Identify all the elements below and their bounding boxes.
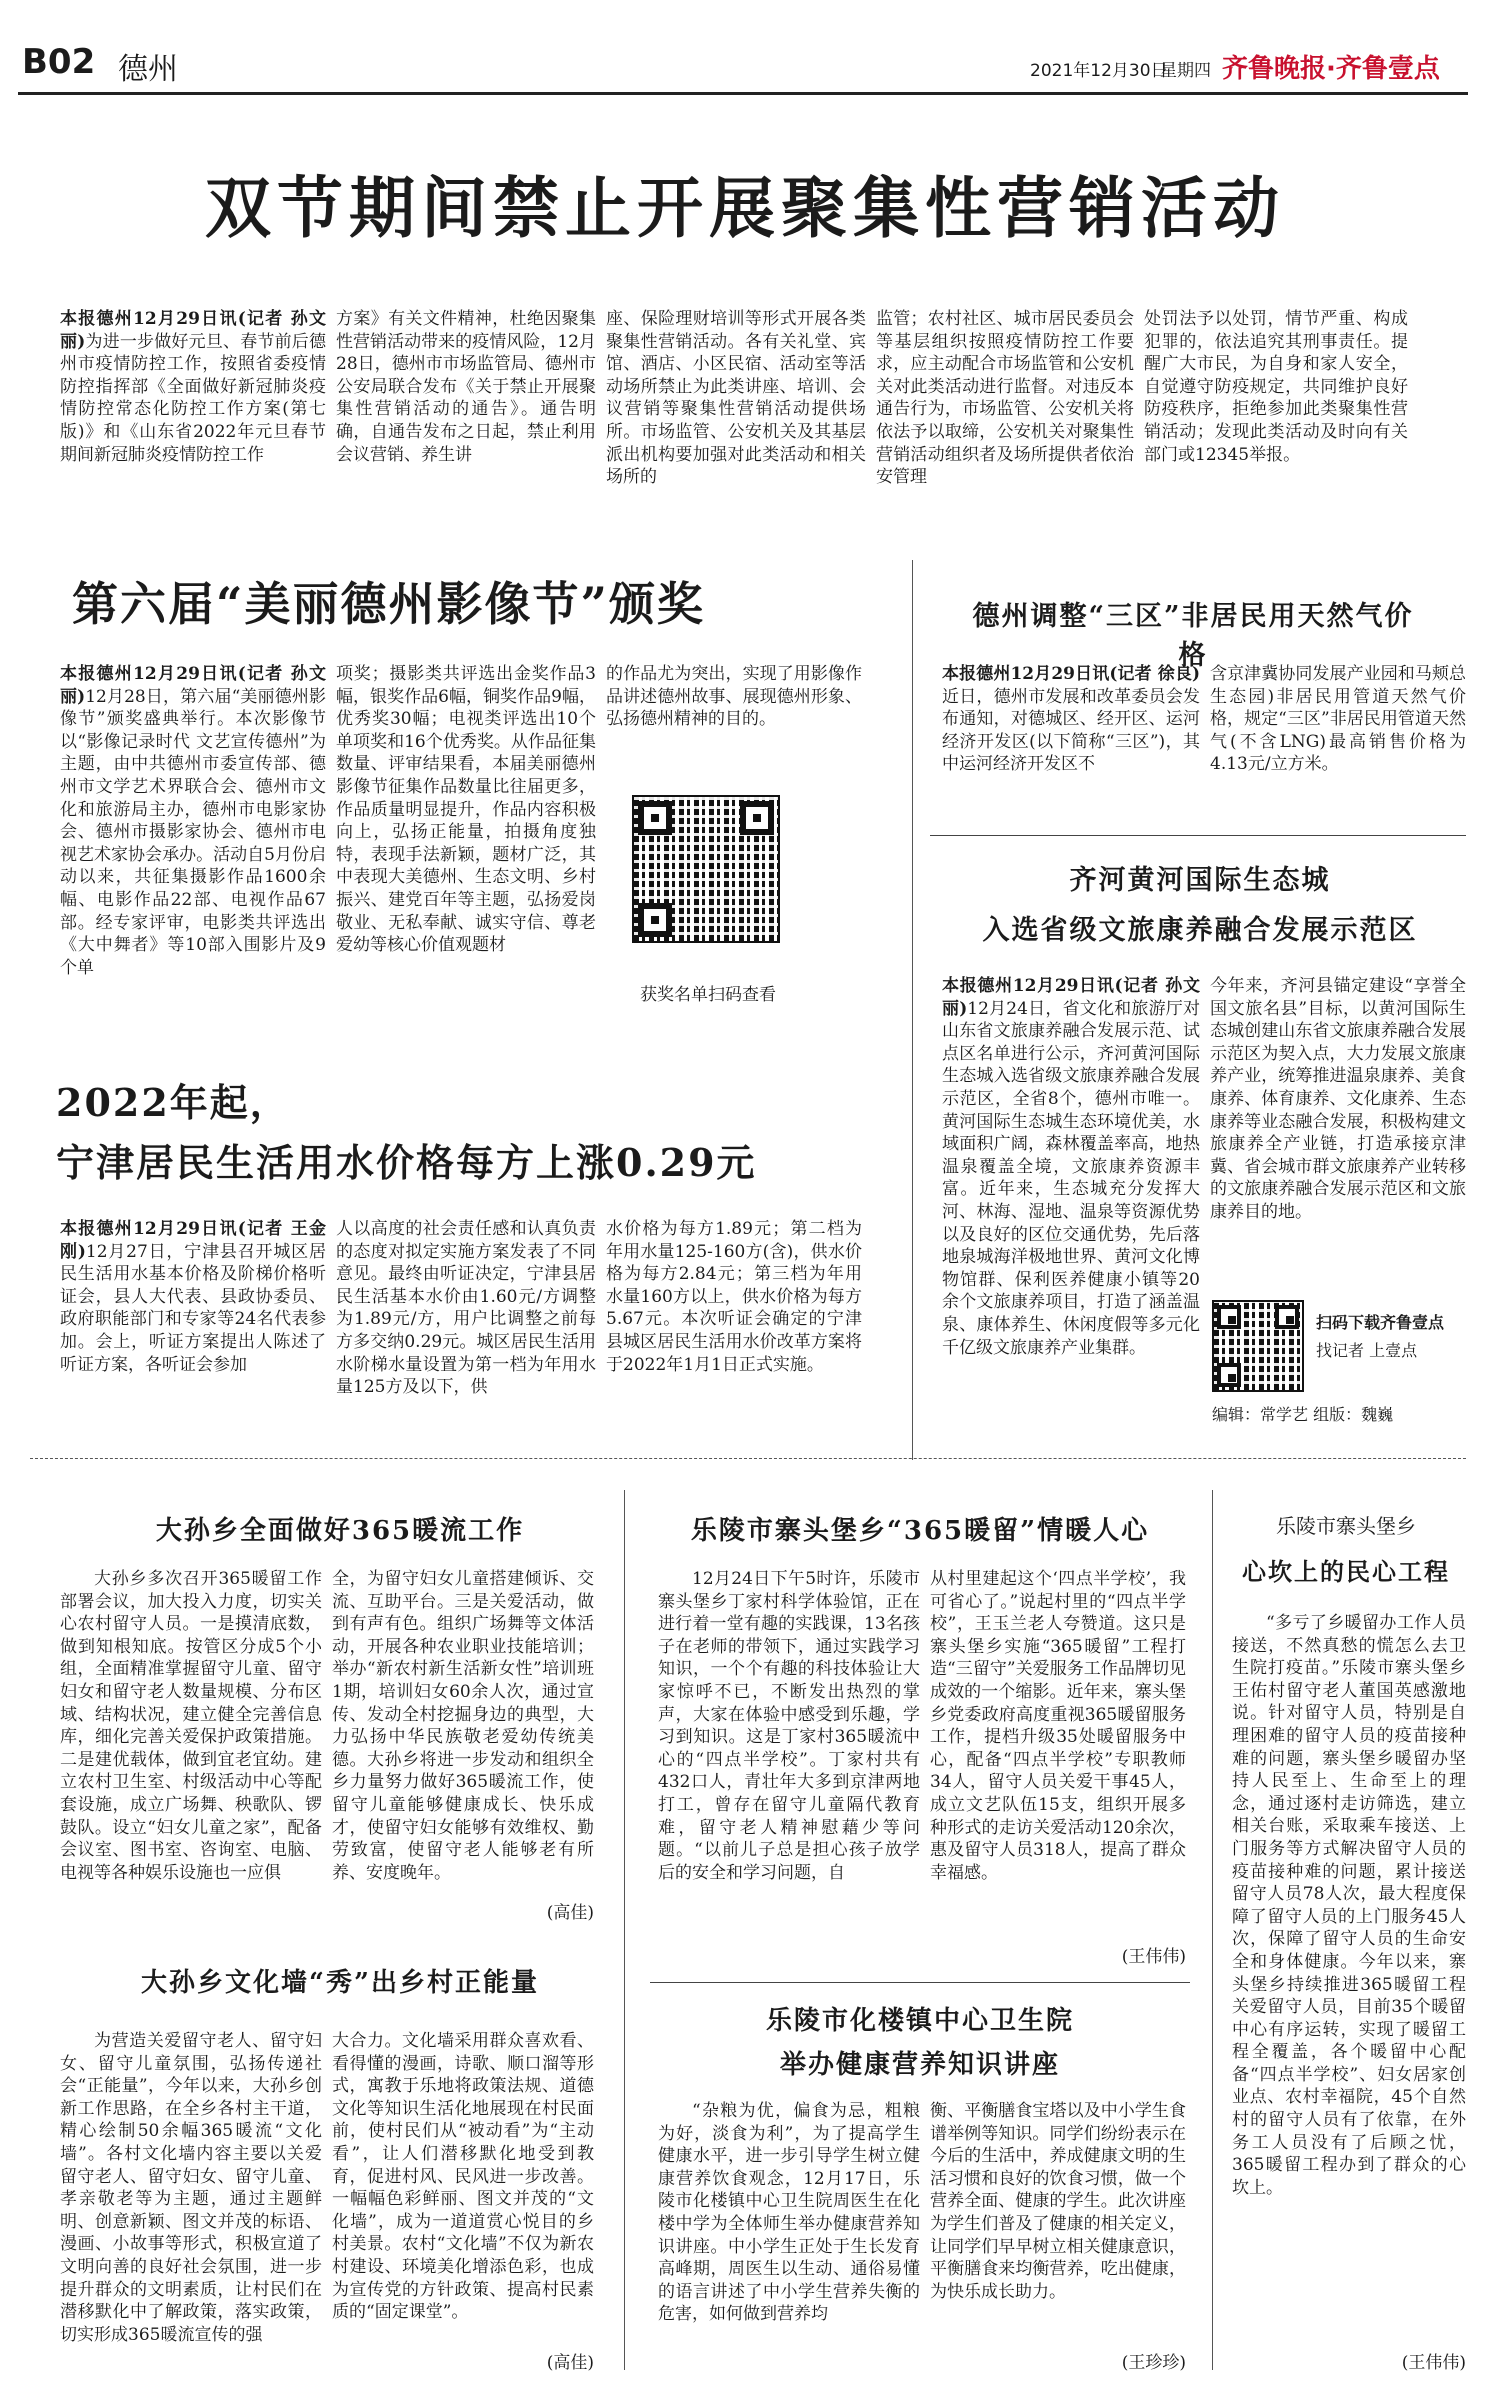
a3-divider <box>930 835 1466 836</box>
a1-col-1 <box>60 308 326 518</box>
a5-title-1: 2022年起， <box>56 1080 290 1125</box>
a2-qr-code[interactable] <box>632 795 780 943</box>
a4-title-1: 齐河黄河国际生态城 <box>1069 865 1331 896</box>
a2-qr-caption: 获奖名单扫码查看 <box>640 985 776 1005</box>
a6-text-2: 全，为留守妇女儿童搭建倾诉、交流、互助平台。三是关爱活动，做到有声有色。组织广场舞等文体活动，开展各种农业职业技能培训；举办“新农村新生活新女性”培训班1期，培训妇女60余人次，通过宣传、发动全村挖掘身边的典型，大力弘扬中华民族敬老爱幼传统美德。大孙乡将进一步发动和组织全乡力量努力做好365暖流工作，使留守儿童能够健康成长、快乐成才，使留守妇女能够有效维权、勤劳致富，使留守老人能够老有所养、安度晚年。 <box>332 1569 594 1883</box>
a7-col-1 <box>60 2030 322 2375</box>
a2-text-1: 12月28日，第六届“美丽德州影像节”颁奖盛典举行。本次影像节以“影像记录时代 文艺宣传德州”为主题，由中共德州市委宣传部、德州市文学艺术界联合会、德州市文化和旅游局主办，德州市电影家协会、德州市摄影家协会、德州市电视艺术家协会承办。活动自5月份启动以来，共征集摄影作品1600余幅、电影作品22部、电视作品67部。经专家评审，电影类共评选出《大中舞者》等10部入围影片及9个单 <box>60 686 326 978</box>
a9-text-1: “杂粮为优，偏食为忌，粗粮为好，淡食为利”，为了提高学生健康水平，进一步引导学生树立健康营养饮食观念，12月17日，乐陵市化楼镇中心卫生院周医生在化楼中学为全体师生举办健康营养知识讲座。中小学生正处于生长发育高峰期，周医生以生动、通俗易懂的语言讲述了中小学生营养失衡的危害，如何做到营养均 <box>658 2101 920 2325</box>
a5-col-1 <box>60 1218 326 1438</box>
a10-text: “多亏了乡暖留办工作人员接送，不然真愁的慌怎么去卫生院打疫苗。”乐陵市寨头堡乡王佑村留守老人董国英感激地说。针对留守人员，特别是自理困难的留守人员的疫苗接种难的问题，寨头堡乡暖留办坚持人民至上、生命至上的理念，通过逐村走访筛选，建立相关台账，采取乘车接送、上门服务等方式解决留守人员的疫苗接种难的问题，累计接送留守人员78人次，最大程度保障了留守人员的上门服务45人次，保障了留守人员的生命安全和身体健康。今年以来，寨头堡乡持续推进365暖留工程关爱留守人员，目前35个暖留中心有序运转，实现了暖留工程全覆盖，各个暖留中心配备“四点半学校”、妇女居家创业点、农村幸福院，45个自然村的留守人员有了依靠，在外务工人员没有了后顾之忧，365暖留工程办到了群众的心坎上。 <box>1232 1613 1466 2198</box>
a3-title: 德州调整“三区”非居民用天然气价格 <box>972 601 1414 671</box>
issue-weekday: 星期四 <box>1160 61 1211 81</box>
a1-col-4 <box>876 308 1134 518</box>
a10-author: (王伟伟) <box>1401 2353 1466 2373</box>
a5-text-2: 人以高度的社会责任感和认真负责的态度对拟定实施方案发表了不同意见。最终由听证决定，宁津县居民生活基本水价由1.60元/方调整为1.89元/方，用户比调整之前每方多交纳0.29元。城区居民生活用水阶梯水量设置为第一档为年用水量125方及以下，供 <box>336 1219 596 1398</box>
page-code: B02 <box>22 42 96 82</box>
a2-lead: 本报德州12月29日讯(记者 孙文丽) <box>60 664 326 707</box>
a1-text-3: 座、保险理财培训等形式开展各类聚集性营销活动。各有关礼堂、宾馆、酒店、小区民宿、活动室等活动场所禁止为此类讲座、培训、会议营销等聚集性营销活动提供场所。市场监管、公安机关及其基层派出机构要加强对此类活动和相关场所的 <box>606 309 866 488</box>
a2-text-2: 项奖；摄影类共评选出金奖作品3幅，银奖作品6幅，铜奖作品9幅，优秀奖30幅；电视类评选出10个单项奖和16个优秀奖。从作品征集数量、评审结果看，本届美丽德州影像节征集作品数量比往届更多，作品质量明显提升，作品内容积极向上，弘扬正能量，拍摄角度独特，表现手法新颖，题材广泛，其中表现大美德州、生态文明、乡村振兴、建党百年等主题，弘扬爱岗敬业、无私奉献、诚实守信、尊老爱幼等核心价值观题材 <box>336 664 596 956</box>
a9-author: (王珍珍) <box>1121 2353 1186 2373</box>
a1-text-4: 监管；农村社区、城市居民委员会等基层组织按照疫情防控工作要求，应主动配合市场监管和公安机关对此类活动进行监督。对违反本通告行为，市场监管、公安机关将依法予以取缔，公安机关对聚集性营销活动组织者及场所提供者依治安管理 <box>876 309 1134 488</box>
a6-author: (高佳) <box>546 1903 594 1923</box>
newspaper-logo[interactable]: 齐鲁晚报·齐鲁壹点 <box>1222 54 1440 84</box>
a2-text-3: 的作品尤为突出，实现了用影像作品讲述德州故事、展现德州形象、弘扬德州精神的目的。 <box>606 664 862 730</box>
a1-lead: 本报德州12月29日讯(记者 孙文丽) <box>60 309 326 352</box>
a10-title-2: 心坎上的民心工程 <box>1242 1557 1450 1586</box>
a8-title: 乐陵市寨头堡乡“365暖留”情暖人心 <box>690 1516 1150 1546</box>
a6-text-1: 大孙乡多次召开365暖留工作部署会议，加大投入力度，切实关心农村留守人员。一是摸清底数，做到知根知底。按管区分成5个小组，全面精准掌握留守儿童、留守妇女和留守老人数量规模、分布区域、结构状况，建立健全完善信息库，细化完善关爱保护政策措施。二是建优载体，做到宜老宜幼。建立农村卫生室、村级活动中心等配套设施，成立广场舞、秧歌队、锣鼓队。设立“妇女儿童之家”，配备会议室、图书室、咨询室、电脑、电视等各种娱乐设施也一应俱 <box>60 1569 322 1883</box>
a5-col-2 <box>336 1218 596 1438</box>
a6-col-2 <box>332 1568 594 1898</box>
a3-text-1: 近日，德州市发展和改革委员会发布通知，对德城区、经开区、运河经济开发区(以下简称“三区”)，其中运河经济开发区不 <box>942 686 1200 775</box>
a4-qr-caption-2: 找记者 上壹点 <box>1316 1341 1418 1360</box>
a2-col-3 <box>606 663 862 773</box>
a8-text-1: 12月24日下午5时许，乐陵市寨头堡乡丁家村科学体验馆，正在进行着一堂有趣的实践课，13名孩子在老师的带领下，通过实践学习知识，一个个有趣的科技体验让大家惊呼不已，不断发出热烈的掌声，大家在体验中感受到乐趣，学习到知识。这是丁家村365暖流中心的“四点半学校”。丁家村共有432口人，青壮年大多到京津两地打工，曾存在留守儿童隔代教育难，留守老人精神慰藉少等问题。“以前儿子总是担心孩子放学后的安全和学习问题，自 <box>658 1569 920 1883</box>
a9-title-1: 乐陵市化楼镇中心卫生院 <box>765 2006 1074 2036</box>
issue-date: 2021年12月30日 <box>1030 61 1168 81</box>
a7-title: 大孙乡文化墙“秀”出乡村正能量 <box>141 1968 539 1998</box>
a4-title-2: 入选省级文旅康养融合发展示范区 <box>982 915 1418 946</box>
section-city: 德州 <box>118 52 178 87</box>
bottom-divider-1 <box>624 1490 625 2370</box>
a8-author: (王伟伟) <box>1121 1947 1186 1967</box>
a2-col-2 <box>336 663 596 1023</box>
a7-text-2: 大合力。文化墙采用群众喜欢看、看得懂的漫画，诗歌、顺口溜等形式，寓教于乐地将政策法规、道德文化等知识生活化地展现在村民面前，使村民们从“被动看”为“主动看”，让人们潜移默化地受到教育，促进村风、民风进一步改善。一幅幅色彩鲜丽、图文并茂的“文化墙”，成为一道道赏心悦目的乡村美景。农村“文化墙”不仅为新农村建设、环境美化增添色彩，也成为宣传党的方针政策、提高村民素质的“固定课堂”。 <box>332 2031 594 2323</box>
a5-text-3: 水价格为每方1.89元；第二档为年用水量125-160方(含)，供水价格为每方2.84元；第三档为年用水量160方以上，供水价格为每方5.67元。本次听证会确定的宁津县城区居民生活用水价改革方案将于2022年1月1日正式实施。 <box>606 1219 862 1375</box>
a8-col-2 <box>930 1568 1186 1940</box>
a5-text-1: 12月27日，宁津县召开城区居民生活用水基本价格及阶梯价格听证会，县人大代表、县政协委员、政府职能部门和专家等24名代表参加。会上，听证方案提出人陈述了听证方案，各听证会参加 <box>60 1241 326 1375</box>
a5-col-3 <box>606 1218 862 1438</box>
a2-col-1 <box>60 663 326 1023</box>
a4-qr-code[interactable] <box>1212 1300 1304 1392</box>
a8-col-1 <box>658 1568 920 1968</box>
section-divider <box>30 1458 1466 1459</box>
a9-title-2: 举办健康营养知识讲座 <box>779 2050 1060 2080</box>
a3-col-2 <box>1210 663 1466 823</box>
a4-lead: 本报德州12月29日讯(记者 孙文丽) <box>942 976 1200 1019</box>
a4-col-2 <box>1210 975 1466 1275</box>
editor-credit: 编辑：常学艺 组版：魏巍 <box>1212 1405 1394 1424</box>
a4-text-2: 今年来，齐河县锚定建设“享誉全国文旅名县”目标，以黄河国际生态城创建山东省文旅康养融合发展示范区为契入点，大力发展文旅康养产业，统筹推进温泉康养、美食康养、体育康养、文化康养、生态康养等业态融合发展，积极构建文旅康养全产业链，打造承接京津冀、省会城市群文旅康养产业转移的文旅康养融合发展示范区和文旅康养目的地。 <box>1210 976 1466 1222</box>
a1-text-2: 方案》有关文件精神，杜绝因聚集性营销活动带来的疫情风险，12月28日，德州市市场监管局、德州市公安局联合发布《关于禁止开展聚集性营销活动的通告》。通告明确，自通告发布之日起，禁止利用会议营销、养生讲 <box>336 309 596 465</box>
a9-col-2 <box>930 2100 1186 2350</box>
a4-col-1 <box>942 975 1200 1435</box>
a1-text-1: 为进一步做好元旦、春节前后德州市疫情防控工作，按照省委疫情防控指挥部《全面做好新冠肺炎疫情防控常态化防控工作方案(第七版)》和《山东省2022年元旦春节期间新冠肺炎疫情防控工作 <box>60 331 326 465</box>
bottom-divider-2 <box>1212 1490 1213 2370</box>
a4-text-1: 12月24日，省文化和旅游厅对山东省文旅康养融合发展示范、试点区名单进行公示，齐河黄河国际生态城入选省级文旅康养融合发展示范区，全省8个，德州市唯一。黄河国际生态城生态环境优美，水域面积广阔，森林覆盖率高，地热温泉覆盖全境，文旅康养资源丰富。近年来，生态城充分发挥大河、林海、湿地、温泉等资源优势以及良好的区位交通优势，先后落地泉城海洋极地世界、黄河文化博物馆群、保利医养健康小镇等20余个文旅康养项目，打造了涵盖温泉、康体养生、休闲度假等多元化千亿级文旅康养产业集群。 <box>942 998 1200 1358</box>
a5-title-2: 宁津居民生活用水价格每方上涨0.29元 <box>56 1140 757 1185</box>
a2-title: 第六届“美丽德州影像节”颁奖 <box>72 577 705 631</box>
a1-text-5: 处罚法予以处罚，情节严重、构成犯罪的，依法追究其刑事责任。提醒广大市民，为自身和家人安全，自觉遵守防疫规定，共同维护良好防疫秩序，拒绝参加此类聚集性营销活动；发现此类活动及时向有关部门或12345举报。 <box>1144 309 1408 465</box>
a4-qr-caption-1: 扫码下载齐鲁壹点 <box>1316 1313 1445 1332</box>
header-rule <box>18 92 1468 95</box>
a3-col-1 <box>942 663 1200 823</box>
a7-text-1: 为营造关爱留守老人、留守妇女、留守儿童氛围，弘扬传递社会“正能量”，今年以来，大孙乡创新工作思路，在全乡各村主干道，精心绘制50余幅365暖流“文化墙”。各村文化墙内容主要以关爱留守老人、留守妇女、留守儿童、孝亲敬老等为主题，通过主题鲜明、创意新颖、图文并茂的标语、漫画、小故事等形式，积极宣道了文明向善的良好社会氛围，进一步提升群众的文明素质，让村民们在潜移默化中了解政策，落实政策，切实形成365暖流宣传的强 <box>60 2031 322 2345</box>
a8-divider <box>650 1982 1190 1983</box>
a7-author: (高佳) <box>546 2353 594 2373</box>
a1-col-5 <box>1144 308 1408 518</box>
a1-col-2 <box>336 308 596 518</box>
a10-col <box>1232 1612 1466 2332</box>
a9-text-2: 衡、平衡膳食宝塔以及中小学生食谱举例等知识。同学们纷纷表示在今后的生活中，养成健康文明的生活习惯和良好的饮食习惯，做一个营养全面、健康的学生。此次讲座为学生们普及了健康的相关定义，让同学们早早树立相关健康意识，平衡膳食来均衡营养，吃出健康，为快乐成长助力。 <box>930 2101 1186 2302</box>
a1-col-3 <box>606 308 866 518</box>
a6-col-1 <box>60 1568 322 1924</box>
a5-lead: 本报德州12月29日讯(记者 王金刚) <box>60 1219 326 1262</box>
a3-text-2: 含京津冀协同发展产业园和马颊总生态园)非居民用管道天然气价格，规定“三区”非居民用管道天然气(不含LNG)最高销售价格为4.13元/立方米。 <box>1210 664 1466 775</box>
a3-lead: 本报德州12月29日讯(记者 徐良) <box>942 664 1200 684</box>
a10-title-1: 乐陵市寨头堡乡 <box>1276 1514 1416 1538</box>
a7-col-2 <box>332 2030 594 2348</box>
a8-text-2: 从村里建起这个‘四点半学校’，我可省心了。”说起村里的“四点半学校”，王玉兰老人夸赞道。这只是寨头堡乡实施“365暖留”工程打造“三留守”关爱服务工作品牌切见成效的一个缩影。近年来，寨头堡乡党委政府高度重视365暖留服务工作，提档升级35处暖留服务中心，配备“四点半学校”专职教师34人，留守人员关爱干事45人，成立文艺队伍15支，组织开展多种形式的走访关爱活动120余次，惠及留守人员318人，提高了群众幸福感。 <box>930 1569 1186 1883</box>
column-divider <box>912 560 913 1460</box>
headline-main: 双节期间禁止开展聚集性营销活动 <box>205 169 1285 247</box>
a9-col-1 <box>658 2100 920 2375</box>
a6-title: 大孙乡全面做好365暖流工作 <box>155 1516 525 1546</box>
